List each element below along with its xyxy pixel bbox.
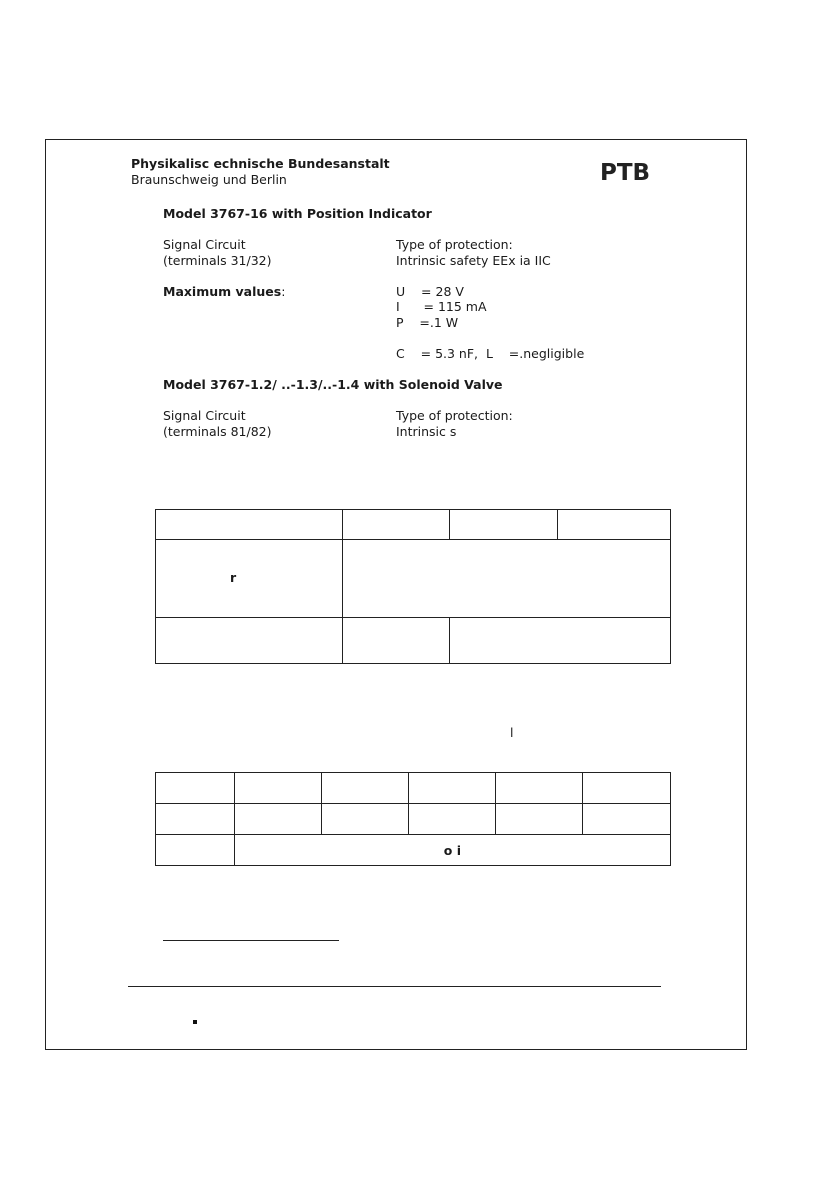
table-1-cell xyxy=(342,510,450,540)
model1-cl: C = 5.3 nF, L =.negligible xyxy=(396,346,585,361)
model1-max-values xyxy=(163,284,285,300)
table-1-row xyxy=(156,618,671,664)
table-2-row xyxy=(156,804,671,835)
model1-terminals: (terminals 31/32) xyxy=(163,253,272,268)
table-1-fragment: r xyxy=(230,570,237,585)
table-1-cell xyxy=(450,618,671,664)
model2-terminals: (terminals 81/82) xyxy=(163,424,272,439)
ptb-logo: PTB xyxy=(600,160,651,186)
table-1-cell xyxy=(156,618,343,664)
model2-title: Model 3767-1.2/ ..-1.3/..-1.4 with Solenoid Valve xyxy=(163,377,503,392)
model1-title: Model 3767-16 with Position Indicator xyxy=(163,206,432,221)
table-2-cell xyxy=(321,773,408,804)
table-2-cell xyxy=(408,804,496,835)
table-1 xyxy=(155,509,671,664)
bullet-mark xyxy=(193,1020,197,1024)
model1-i: I = 115 mA xyxy=(396,299,487,314)
table-1-cell xyxy=(156,540,343,618)
model1-protection-label: Type of protection: xyxy=(396,237,513,252)
model1-circuit-label: Signal Circuit xyxy=(163,237,246,252)
table-2-cell xyxy=(234,773,321,804)
table-2-row xyxy=(156,835,671,866)
table-2-cell xyxy=(583,804,671,835)
footer-divider xyxy=(128,986,661,987)
model1-u: U = 28 V xyxy=(396,284,464,299)
model1-protection-value: Intrinsic safety EEx ia IIC xyxy=(396,253,551,268)
table-2-cell xyxy=(408,773,496,804)
model2-protection-value: Intrinsic s xyxy=(396,424,457,439)
table-1-cell xyxy=(450,510,558,540)
table-2-cell xyxy=(156,835,235,866)
text-fragment-l: l xyxy=(510,725,514,740)
org-name: Physikalisc echnische Bundesanstalt xyxy=(131,156,390,171)
table-2-cell xyxy=(583,773,671,804)
signature-line xyxy=(163,940,339,941)
table-2-cell xyxy=(321,804,408,835)
model2-protection-label: Type of protection: xyxy=(396,408,513,423)
table-2-fragment: o i xyxy=(234,835,670,866)
model2-circuit-label: Signal Circuit xyxy=(163,408,246,423)
org-city: Braunschweig und Berlin xyxy=(131,172,287,187)
table-1-cell xyxy=(342,618,450,664)
table-2-row xyxy=(156,773,671,804)
table-1-cell xyxy=(342,540,670,618)
table-2 xyxy=(155,772,671,866)
max-values-colon: : xyxy=(281,284,286,299)
model1-p: P =.1 W xyxy=(396,315,459,330)
table-1-cell xyxy=(156,510,343,540)
table-2-cell xyxy=(156,773,235,804)
table-2-cell xyxy=(496,804,583,835)
table-1-row xyxy=(156,540,671,618)
table-2-cell xyxy=(234,804,321,835)
table-2-cell xyxy=(496,773,583,804)
table-2-cell xyxy=(156,804,235,835)
max-values-label: Maximum values xyxy=(163,284,282,299)
table-1-row xyxy=(156,510,671,540)
table-1-cell xyxy=(558,510,671,540)
